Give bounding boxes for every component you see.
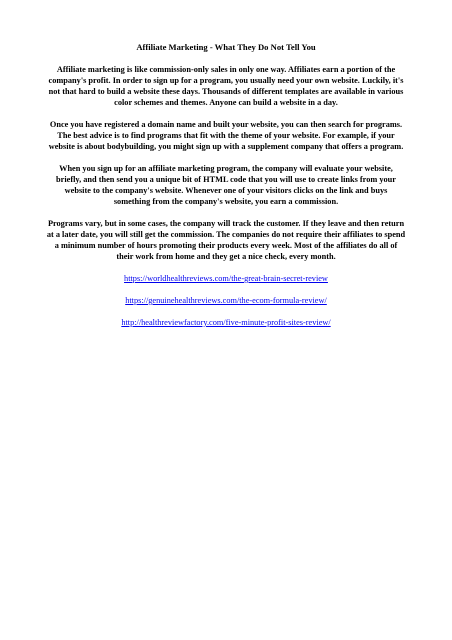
- document-title: Affiliate Marketing - What They Do Not Tell You: [136, 42, 316, 52]
- link-ecom-formula-review[interactable]: https://genuinehealthreviews.com/the-ecom-formula-review/: [125, 296, 327, 305]
- paragraph-intro: Affiliate marketing is like commission-only sales in only one way. Affiliates earn a portion of the company's profit. In order to sign up for a program, you usually need your own website. Luckily, it's not that hard to build a website these days. Thousands of different templates are available in various color schemes and themes. Anyone can build a website in a day.: [48, 65, 404, 107]
- paragraph-signup: When you sign up for an affiliate marketing program, the company will evaluate your website, briefly, and then send you a unique bit of HTML code that you will use to create links from your website to the company's website. Whenever one of your visitors clicks on the link and buys something from the company's website, you earn a commission.: [56, 164, 396, 206]
- paragraph-registration: Once you have registered a domain name and built your website, you can then search for programs. The best advice is to find programs that fit with the theme of your website. For example, if your website is about bodybuilding, you might sign up with a supplement company that offers a program.: [48, 120, 404, 151]
- link-brain-secret-review[interactable]: https://worldhealthreviews.com/the-great-brain-secret-review: [124, 274, 328, 283]
- link-profit-sites-review[interactable]: http://healthreviewfactory.com/five-minute-profit-sites-review/: [121, 318, 331, 327]
- paragraph-programs: Programs vary, but in some cases, the company will track the customer. If they leave and then return at a later date, you will still get the commission. The companies do not require their affiliates to spend a minimum number of hours promoting their products every week. Most of the affiliates do all of their work from home and they get a nice check, every month.: [46, 219, 406, 261]
- link-list: [46, 273, 406, 328]
